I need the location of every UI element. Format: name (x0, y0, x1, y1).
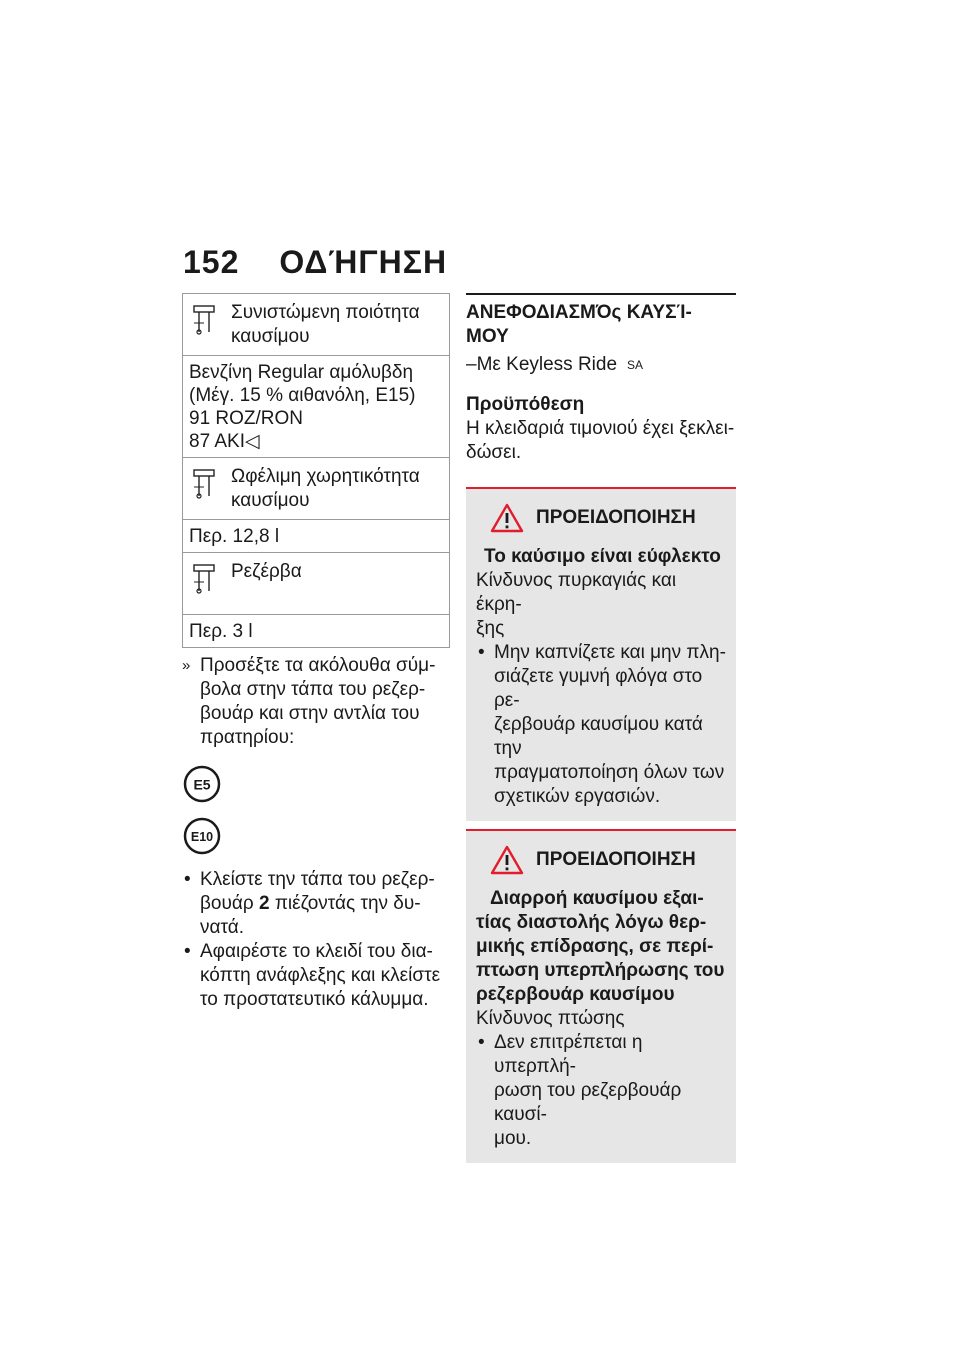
fuel-reserve-icon (191, 560, 231, 599)
fuel-badges (182, 764, 450, 856)
spec-fuel-quality (182, 293, 450, 457)
spec-value-line: 87 AKI◁ (189, 431, 260, 452)
e5-badge-icon (182, 764, 222, 804)
fuel-pump-icon (191, 301, 231, 340)
warning-bullet: • Μην καπνίζετε και μην πλη- σιάζετε γυμνή φλόγα στο ρε- ζερβουάρ καυσίμου κατά την πραγματοποίηση όλων των σχετικών εργασιών. (478, 642, 726, 807)
section-subtitle: –Με Keyless Ride $^{SA}$ (466, 354, 644, 375)
right-column (466, 293, 736, 1163)
section-title: ΑΝΕΦΟΔΙΑΣΜΌς ΚΑΥΣΊ- ΜΟΥ (466, 302, 692, 347)
spec-value-line: Περ. 3 l (189, 621, 253, 642)
page-number: 152 (183, 244, 240, 280)
spec-value-line: Περ. 12,8 l (189, 526, 280, 547)
warning-heading: ΠΡΟΕΙΔΟΠΟΙΗΣΗ (536, 507, 696, 528)
step-marker: » (182, 657, 191, 674)
warning-triangle-icon (490, 503, 524, 533)
prerequisite-title: Προϋπόθεση (466, 394, 585, 415)
page-title: ΟΔΉΓΗΣΗ (279, 244, 448, 280)
spec-value-line: Βενζίνη Regular αμόλυβδη (189, 362, 414, 383)
spec-label-line: Συνιστώμενη ποιότητα (231, 302, 420, 323)
spec-label-line: καυσίμου (231, 326, 310, 347)
spec-value-line: 91 ROZ/RON (189, 408, 304, 429)
warning-subheading: Το καύσιμο είναι εύφλεκτο (484, 546, 721, 567)
fuel-tank-icon (191, 465, 231, 504)
spec-fuel-capacity (182, 457, 450, 552)
e5-badge-label: E5 (193, 776, 211, 793)
spec-value-line: (Μέγ. 15 % αιθανόλη, E15) (189, 385, 416, 406)
spec-label-line: Ρεζέρβα (231, 561, 302, 582)
warning-triangle-icon (490, 845, 524, 875)
spec-fuel-reserve (182, 552, 450, 648)
e10-badge-icon (182, 816, 222, 856)
instruction-step: » Προσέξτε τα ακόλουθα σύμ- βολα στην τάπα του ρεζερ- βουάρ και στην αντλία του πρατηρίου: (182, 655, 436, 748)
spec-label-line: καυσίμου (231, 490, 310, 511)
left-column (182, 293, 450, 1012)
warning-box-leak (466, 829, 736, 1163)
prerequisite-text: Η κλειδαριά τιμονιού έχει ξεκλει- δώσει. (466, 418, 735, 463)
warning-risk: Κίνδυνος πυρκαγιάς και έκρη- ξης (476, 570, 677, 639)
warning-box-flammable (466, 487, 736, 821)
warning-bullet: • Δεν επιτρέπεται η υπερπλή- ρωση του ρεζερβουάρ καυσί- μου. (478, 1032, 682, 1149)
reference-number: 2 (258, 893, 270, 914)
warning-risk: Κίνδυνος πτώσης (476, 1008, 625, 1029)
warning-heading: ΠΡΟΕΙΔΟΠΟΙΗΣΗ (536, 849, 696, 870)
sa-tag: SA (627, 358, 644, 372)
bullet-close-cap: • Κλείστε την τάπα του ρεζερ- βουάρ 2 πιέζοντάς την δυ- νατά. (184, 869, 435, 938)
bullet-remove-key: • Αφαιρέστε το κλειδί του δια- κόπτη ανάφλεξης και κλείστε το προστατευτικό κάλυμμα. (184, 941, 441, 1010)
page-header (183, 244, 447, 281)
spec-label-line: Ωφέλιμη χωρητικότητα (231, 466, 420, 487)
warning-subheading: Διαρροή καυσίμου εξαι- τίας διαστολής λόγω θερ- μικής επίδρασης, σε περί- πτωση υπερπλήρωσης του ρεζερβουάρ καυσίμου (476, 888, 725, 1005)
spec-table (182, 293, 450, 648)
section-divider (466, 293, 736, 295)
e10-badge-label: E10 (190, 830, 214, 844)
